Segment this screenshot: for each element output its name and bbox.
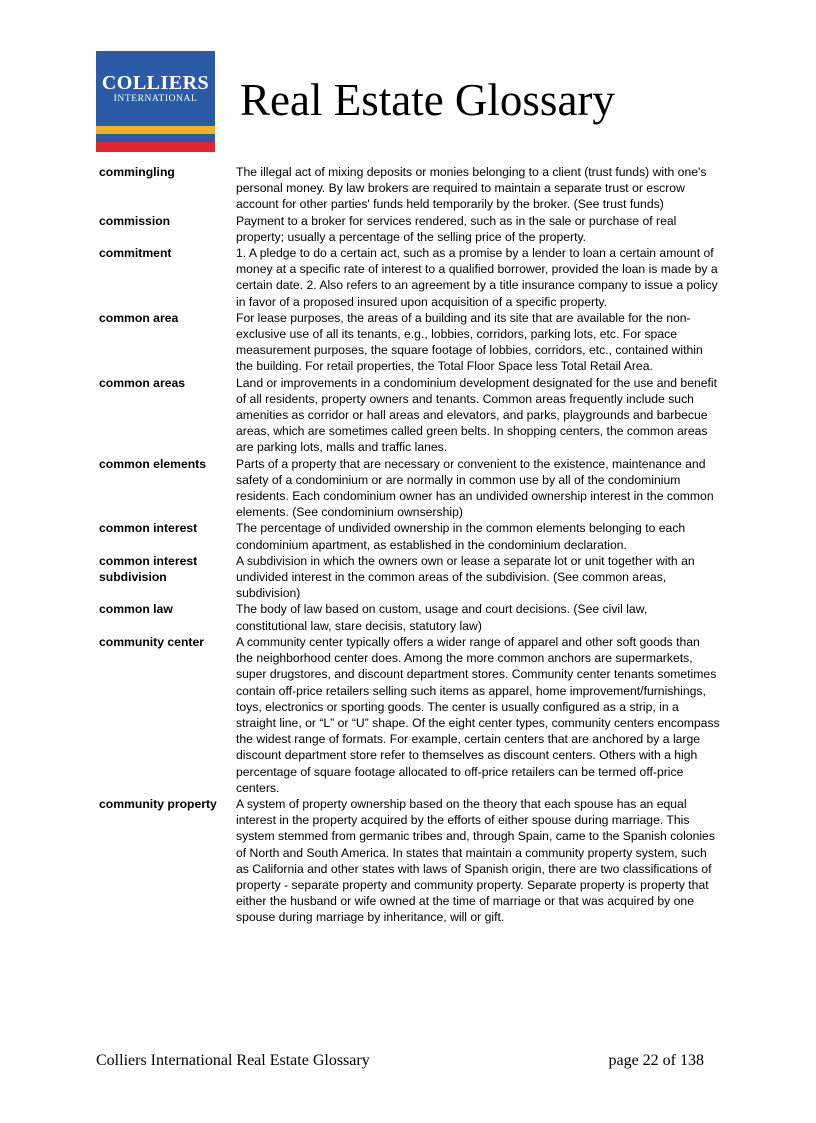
entry-definition: The illegal act of mixing deposits or monies belonging to a client (trust funds) with one's personal money. By law brokers are required to maintain a separate trust or escrow account for other parties' funds held temporarily by the broker. (See trust funds) — [236, 165, 707, 212]
glossary-entries — [99, 164, 729, 926]
logo-text-international: INTERNATIONAL — [113, 94, 198, 104]
entry-definition: 1. A pledge to do a certain act, such as a promise by a lender to loan a certain amount of money at a specific rate of interest to a qualified borrower, provided the loan is made by a certain date. 2. Also refers to an agreement by a title insurance company to issue a policy in favor of a proposed insured upon acquisition of a specific property. — [236, 246, 718, 309]
logo-stripe-gold — [96, 126, 215, 134]
glossary-entry — [99, 601, 729, 633]
entry-term: common areas — [99, 375, 186, 390]
entry-definition: The percentage of undivided ownership in the common elements belonging to each condominium apartment, as established in the condominium declaration. — [236, 521, 686, 552]
entry-term: community center — [99, 634, 204, 649]
entry-definition: Land or improvements in a condominium development designated for the use and benefit of all residents, property owners and tenants. Common areas frequently include such amenities as corridor or hall areas and elevators, and parks, playgrounds and barbecue areas, which are sometimes called green belts. In shopping centers, the common areas are parking lots, malls and traffic lanes. — [236, 375, 718, 455]
glossary-entry — [99, 164, 729, 213]
glossary-entry — [99, 245, 729, 310]
entry-definition: A community center typically offers a wider range of apparel and other soft goods than the neighborhood center does. Among the more common anchors are supermarkets, super drugstores, and discount department stores. Community center tenants sometimes contain off-price retailers selling such items as apparel, home improvement/furnishings, toys, electronics or sporting goods. The center is usually configured as a strip, in a straight line, or “L” or “U” shape. Of the eight center types, community centers encompass the widest range of formats. For example, certain centers that are anchored by a large discount department store refer to themselves as discount centers. Others with a high percentage of square footage allocated to off-price retailers can be termed off-price centers. — [236, 634, 720, 795]
glossary-entry — [99, 796, 729, 926]
entry-term: common law — [99, 602, 173, 617]
glossary-entry — [99, 520, 729, 552]
entry-term: commingling — [99, 165, 175, 179]
footer-page-number: page 22 of 138 — [608, 1052, 704, 1069]
glossary-entry — [99, 553, 729, 602]
logo-stripe-blue — [96, 134, 215, 142]
entry-term: commission — [99, 213, 171, 228]
glossary-entry — [99, 375, 729, 456]
entry-term: community property — [99, 796, 217, 811]
footer-document-title: Colliers International Real Estate Glossary — [96, 1052, 370, 1069]
entry-term: common area — [99, 310, 179, 325]
entry-term: common elements — [99, 456, 207, 471]
colliers-logo — [96, 51, 215, 152]
glossary-entry — [99, 310, 729, 375]
page-title: Real Estate Glossary — [240, 75, 615, 125]
glossary-entry — [99, 213, 729, 245]
glossary-entry — [99, 456, 729, 521]
glossary-entry — [99, 634, 729, 796]
entry-definition: Payment to a broker for services rendered, such as in the sale or purchase of real property; usually a percentage of the selling price of the property. — [236, 213, 677, 244]
entry-term: commitment — [99, 246, 172, 261]
entry-definition: A subdivision in which the owners own or lease a separate lot or unit together with an undivided interest in the common areas of the subdivision. (See common areas, subdivision) — [236, 553, 695, 601]
entry-term: common interest subdivision — [99, 553, 198, 585]
logo-text-colliers: COLLIERS — [101, 72, 210, 94]
entry-definition: For lease purposes, the areas of a building and its site that are available for the non-exclusive use of all its tenants, e.g., lobbies, corridors, parking lots, etc. For space measurement purposes, the square footage of lobbies, corridors, etc., contained within the building. For retail properties, the Total Floor Space less Total Retail Area. — [236, 310, 703, 374]
entry-definition: The body of law based on custom, usage and court decisions. (See civil law, constitutional law, stare decisis, statutory law) — [236, 602, 648, 633]
entry-definition: A system of property ownership based on the theory that each spouse has an equal interest in the property acquired by the efforts of either spouse during marriage. This system stemmed from germanic tribes and, through Spain, came to the Spanish colonies of North and South America. In states that maintain a community property system, such as California and other states with laws of Spanish origin, there are two classifications of property - separate property and community property. Separate property is property that either the husband or wife owned at the time of marriage or that was acquired by one spouse during marriage by inheritance, will or gift. — [236, 796, 715, 925]
entry-definition: Parts of a property that are necessary or convenient to the existence, maintenance and safety of a condominium or are normally in common use by all of the condominium residents. Each condominium owner has an undivided ownership interest in the common elements. (See condominium ownsership) — [236, 456, 714, 520]
logo-stripe-red — [96, 142, 215, 152]
entry-term: common interest — [99, 521, 198, 536]
